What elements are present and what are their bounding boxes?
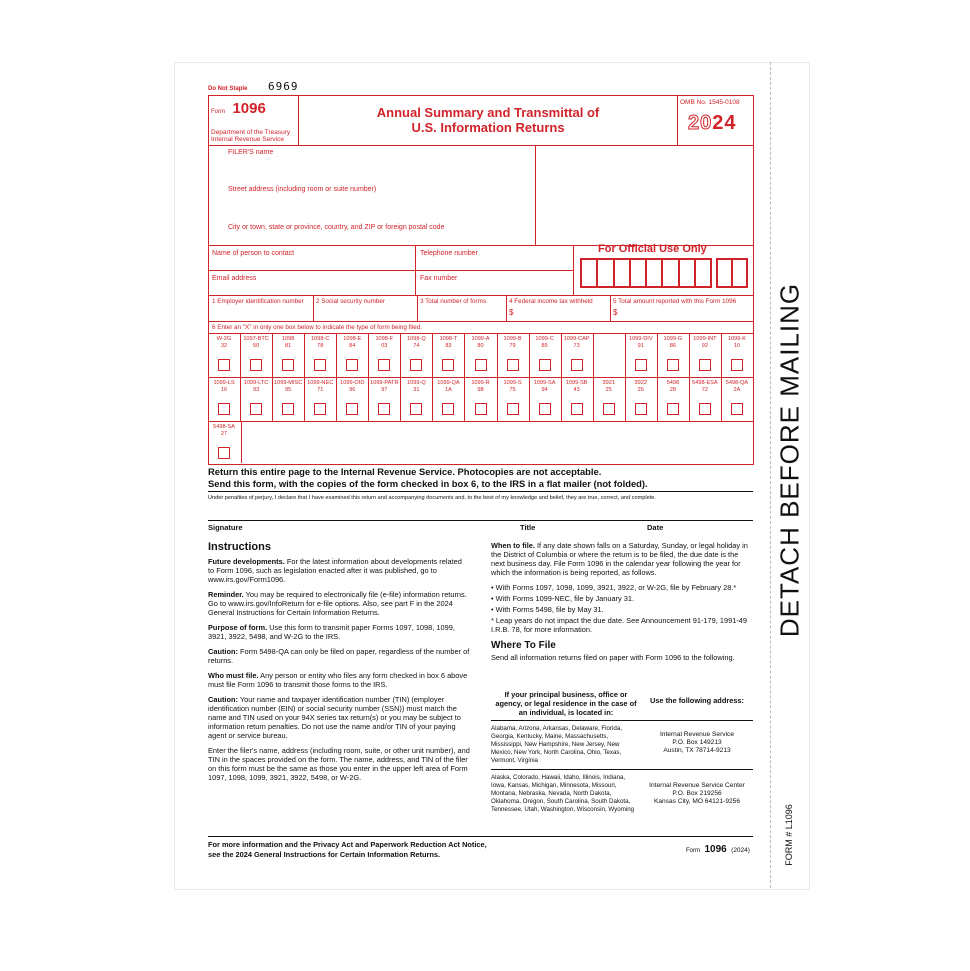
city-label: City or town, state or province, country, and ZIP or foreign postal code bbox=[228, 224, 445, 231]
form-type-1099-s: 1099-S 75 bbox=[503, 380, 522, 393]
checkbox-1099-sb[interactable] bbox=[571, 403, 583, 415]
filer-name-label: FILER'S name bbox=[228, 149, 274, 156]
form-type-1099-qa: 1099-QA 1A bbox=[437, 380, 460, 393]
box2-ssn-label: 2 Social security number bbox=[316, 298, 385, 305]
signature-label: Signature bbox=[208, 523, 243, 532]
bullet-2: • With Forms 1099-NEC, file by January 31. bbox=[491, 594, 635, 603]
dept-line1: Department of the Treasury bbox=[211, 129, 291, 136]
form-type-1099-a: 1099-A 80 bbox=[471, 336, 490, 349]
checkbox-1099-c[interactable] bbox=[539, 359, 551, 371]
address-austin: Internal Revenue Service P.O. Box 149213 Austin, TX 78714-9213 bbox=[659, 731, 735, 754]
form-type-1098-q: 1098-Q 74 bbox=[407, 336, 426, 349]
form-type-w-2g: W-2G 32 bbox=[216, 336, 232, 349]
box4-withheld-label: 4 Federal income tax withheld bbox=[509, 298, 593, 305]
checkbox-1099-qa[interactable] bbox=[442, 403, 454, 415]
checkbox-5498-sa[interactable] bbox=[218, 447, 230, 459]
detach-before-mailing: DETACH BEFORE MAILING bbox=[774, 282, 805, 638]
checkbox-1099-patr[interactable] bbox=[378, 403, 390, 415]
form-type-1098-f: 1098-F 03 bbox=[375, 336, 394, 349]
fax-label: Fax number bbox=[420, 275, 458, 282]
filer-entry-instructions: Enter the filer's name, address (including room, suite, or other unit number), and TIN in the spaces provided on the form. The name, address, and TIN of the filer on this form must be the same as those you enter in the upper left area of Form 1097, 1098, 1099, 3921, 3922, 5498, or W-2G. bbox=[208, 746, 470, 782]
checkbox-1099-ls[interactable] bbox=[218, 403, 230, 415]
caution-5498qa: Caution: Form 5498-QA can only be filed on paper, regardless of the number of returns. bbox=[208, 647, 470, 665]
form-type-1099-k: 1099-K 10 bbox=[727, 336, 746, 349]
form-type-1099-oid: 1099-OID 96 bbox=[340, 380, 365, 393]
form-type-1099-r: 1099-R 98 bbox=[471, 380, 490, 393]
form-type-1098-t: 1098-T 83 bbox=[439, 336, 458, 349]
checkbox-1099-b[interactable] bbox=[507, 359, 519, 371]
contact-person-label: Name of person to contact bbox=[212, 250, 295, 257]
address-kansas-city: Internal Revenue Service Center P.O. Box 219256 Kansas City, MO 64121-9256 bbox=[649, 782, 745, 805]
checkbox-1098-c[interactable] bbox=[314, 359, 326, 371]
reminder: Reminder. You may be required to electronically file (e-file) information returns. Go to www.irs.gov/InfoReturn for e-file options. Also, see part F in the 2024 General Instructions for Certain Information Returns. bbox=[208, 590, 467, 617]
official-use-boxes bbox=[580, 258, 712, 288]
street-label: Street address (including room or suite number) bbox=[228, 186, 377, 193]
form-type-1098-c: 1098-C 78 bbox=[311, 336, 330, 349]
instructions-heading: Instructions bbox=[208, 541, 271, 553]
official-use-boxes-small bbox=[716, 258, 748, 288]
checkbox-1099-sa[interactable] bbox=[539, 403, 551, 415]
footer-form-id: Form 1096 (2024) bbox=[686, 844, 750, 855]
checkbox-1099-nec[interactable] bbox=[314, 403, 326, 415]
who-must-file: Who must file. Any person or entity who files any form checked in box 6 above must file Form 1096 to transmit those forms to the IRS. bbox=[208, 671, 468, 689]
instructions-left-column bbox=[208, 541, 470, 788]
official-use-label: For Official Use Only bbox=[598, 243, 707, 255]
checkbox-1099-s[interactable] bbox=[507, 403, 519, 415]
purpose-of-form: Purpose of form. Use this form to transmit paper Forms 1097, 1098, 1099, 3921, 3922, 5498, and W-2G to the IRS. bbox=[208, 623, 455, 641]
form-type-1099-patr: 1099-PATR 97 bbox=[370, 380, 399, 393]
instructions-right-column bbox=[491, 541, 753, 668]
checkbox-1099-misc[interactable] bbox=[282, 403, 294, 415]
checkbox-1099-q[interactable] bbox=[410, 403, 422, 415]
form-type-1099-int: 1099-INT 92 bbox=[693, 336, 717, 349]
states-group-2: Alaska, Colorado, Hawaii, Idaho, Illinois, Indiana, Iowa, Kansas, Michigan, Minnesota, Missouri, Montana, Nebraska, Nevada, North Dakota, Oklahoma, Oregon, South Carolina, South Dakota, Tennessee, Utah, Washington, Wisconsin, Wyoming bbox=[491, 774, 635, 813]
box3-total-forms-label: 3 Total number of forms bbox=[420, 298, 487, 305]
return-notice: Return this entire page to the Internal Revenue Service. Photocopies are not acceptable. Send this form, with the copies of the form checked in box 6, to the IRS in a flat mailer (not folded). bbox=[208, 466, 648, 489]
form-type-1099-div: 1099-DIV 91 bbox=[628, 336, 653, 349]
checkbox-1099-int[interactable] bbox=[699, 359, 711, 371]
checkbox-1098-f[interactable] bbox=[378, 359, 390, 371]
form-type-1099-q: 1099-Q 31 bbox=[407, 380, 426, 393]
form-type-1099-sa: 1099-SA 94 bbox=[533, 380, 556, 393]
caution-tin: Caution: Your name and taxpayer identification number (TIN) (employer identification number (EIN) or social security number (SSN)) must match the name and TIN used on your 94X series tax return(s) or you may be subject to information return penalties. Do not use the name and/or TIN of your paying agent or service bureau. bbox=[208, 695, 461, 740]
box6-instruction: 6 Enter an "X" in only one box below to indicate the type of form being filed. bbox=[212, 324, 422, 331]
checkbox-1099-oid[interactable] bbox=[346, 403, 358, 415]
checkbox-5498-esa[interactable] bbox=[699, 403, 711, 415]
checkbox-1099-k[interactable] bbox=[731, 359, 743, 371]
checkbox-1099-cap[interactable] bbox=[571, 359, 583, 371]
form-type-1099-misc: 1099-MISC 95 bbox=[273, 380, 303, 393]
leap-year-note: * Leap years do not impact the due date. See Announcement 91-179, 1991-49 I.R.B. 78, for more information. bbox=[491, 616, 747, 634]
checkbox-1099-r[interactable] bbox=[475, 403, 487, 415]
bullet-3: • With Forms 5498, file by May 31. bbox=[491, 605, 604, 614]
form-type-5498-sa: 5498-SA 27 bbox=[213, 424, 235, 437]
form-type-1099-b: 1099-B 79 bbox=[503, 336, 522, 349]
form-type-1099-c: 1099-C 85 bbox=[535, 336, 554, 349]
address-table bbox=[491, 690, 753, 818]
bullet-1: • With Forms 1097, 1098, 1099, 3921, 3922, or W-2G, file by February 28.* bbox=[491, 583, 737, 592]
form-type-1098-e: 1098-E 84 bbox=[343, 336, 362, 349]
checkbox-w-2g[interactable] bbox=[218, 359, 230, 371]
checkbox-1098-e[interactable] bbox=[346, 359, 358, 371]
states-group-1: Alabama, Arizona, Arkansas, Delaware, Florida, Georgia, Kentucky, Maine, Massachusetts, Mississippi, New Hampshire, New Jersey, New Mexico, New York, North Carolina, Ohio, Texas, Vermont, Virginia bbox=[491, 725, 623, 764]
tax-year: 2024 bbox=[688, 112, 737, 134]
form-type-1099-ltc: 1099-LTC 93 bbox=[243, 380, 269, 393]
form-type-5498-esa: 5498-ESA 72 bbox=[692, 380, 718, 393]
perjury-statement: Under penalties of perjury, I declare that I have examined this return and accompanying documents and, to the best of my knowledge and belief, they are true, correct, and complete. bbox=[208, 495, 656, 501]
address-col2-head: Use the following address: bbox=[649, 696, 745, 705]
form-word: Form bbox=[211, 109, 225, 115]
checkbox-1099-div[interactable] bbox=[635, 359, 647, 371]
checkbox-1097-btc[interactable] bbox=[250, 359, 262, 371]
side-form-number: FORM # L1096 bbox=[784, 804, 794, 866]
checkbox-1098-t[interactable] bbox=[442, 359, 454, 371]
checkbox-5498[interactable] bbox=[667, 403, 679, 415]
dept-line2: Internal Revenue Service bbox=[211, 136, 284, 143]
box1-ein-label: 1 Employer identification number bbox=[212, 298, 304, 305]
form-type-1097-btc: 1097-BTC 50 bbox=[243, 336, 269, 349]
checkbox-1098[interactable] bbox=[282, 359, 294, 371]
box5-dollar: $ bbox=[613, 308, 618, 317]
form-number: 1096 bbox=[232, 100, 266, 117]
checkbox-1099-ltc[interactable] bbox=[250, 403, 262, 415]
form-type-1098: 1098 81 bbox=[281, 336, 295, 349]
box5-total-amount-label: 5 Total amount reported with this Form 1096 bbox=[613, 298, 737, 305]
when-to-file: When to file. If any date shown falls on a Saturday, Sunday, or legal holiday in the District of Columbia or where the return is to be filed, the due date is the next business day. File Form 1096 in the calendar year following the year for which the information is being reported, as follows. bbox=[491, 541, 748, 577]
handwritten-code: 6969 bbox=[268, 80, 299, 93]
checkbox-3922[interactable] bbox=[635, 403, 647, 415]
do-not-staple: Do Not Staple bbox=[208, 86, 248, 92]
future-developments: Future developments. For the latest information about developments related to Form 1096, such as legislation enacted after it was published, go to www.irs.gov/Form1096. bbox=[208, 557, 462, 584]
form-type-5498: 5498 28 bbox=[666, 380, 680, 393]
omb-number: OMB No. 1545-0108 bbox=[680, 99, 740, 106]
telephone-label: Telephone number bbox=[420, 250, 478, 257]
address-col1-head: If your principal business, office or agency, or legal residence in the case of an individual, is located in: bbox=[495, 690, 637, 717]
email-label: Email address bbox=[212, 275, 257, 282]
checkbox-1099-a[interactable] bbox=[475, 359, 487, 371]
form-type-1099-nec: 1099-NEC 71 bbox=[307, 380, 334, 393]
form-title: Annual Summary and Transmittal of U.S. Information Returns bbox=[376, 105, 600, 135]
form-type-1099-sb: 1099-SB 43 bbox=[565, 380, 588, 393]
checkbox-3921[interactable] bbox=[603, 403, 615, 415]
date-label: Date bbox=[647, 523, 664, 532]
form-type-1099-g: 1099-G 86 bbox=[663, 336, 683, 349]
form-type-3921: 3921 25 bbox=[602, 380, 615, 393]
where-to-file-heading: Where To File bbox=[491, 640, 556, 651]
where-to-file-text: Send all information returns filed on paper with Form 1096 to the following. bbox=[491, 653, 735, 662]
title-label: Title bbox=[520, 523, 536, 532]
form-type-1099-cap: 1099-CAP 73 bbox=[563, 336, 590, 349]
box4-dollar: $ bbox=[509, 308, 514, 317]
form-type-5498-qa: 5498-QA 2A bbox=[725, 380, 749, 393]
form-type-1099-ls: 1099-LS 16 bbox=[213, 380, 235, 393]
privacy-notice: For more information and the Privacy Act and Paperwork Reduction Act Notice, see the 2024 General Instructions for Certain Information Returns. bbox=[208, 840, 487, 859]
form-type-3922: 3922 26 bbox=[634, 380, 647, 393]
checkbox-5498-qa[interactable] bbox=[731, 403, 743, 415]
checkbox-1099-g[interactable] bbox=[667, 359, 679, 371]
checkbox-1098-q[interactable] bbox=[410, 359, 422, 371]
